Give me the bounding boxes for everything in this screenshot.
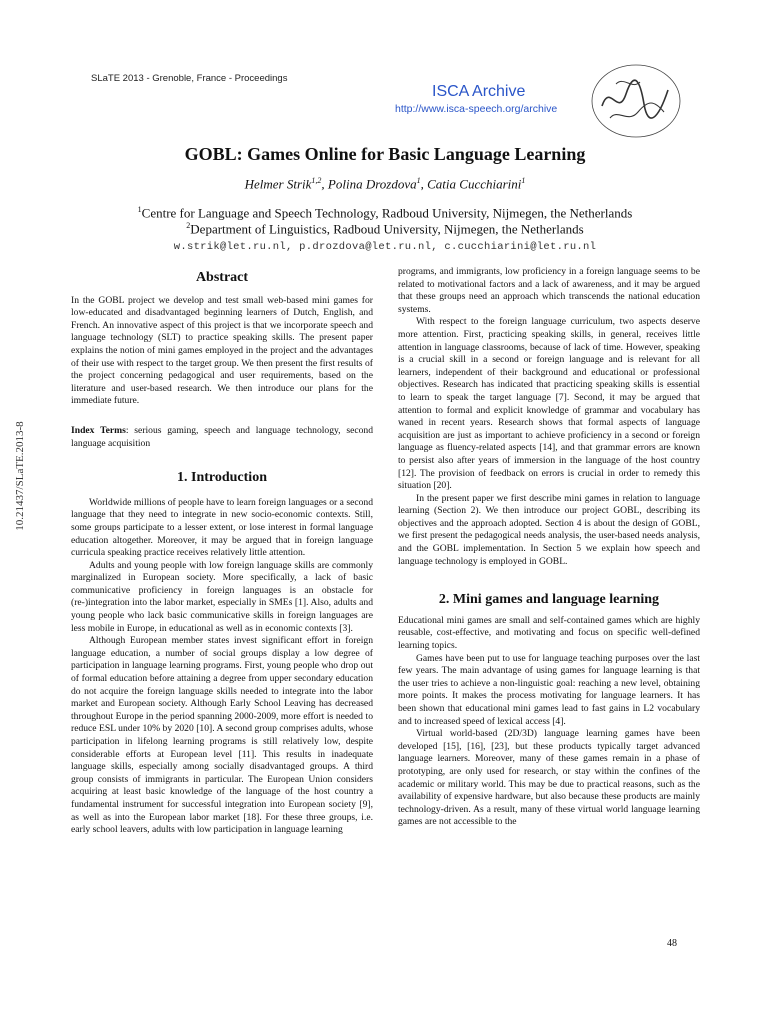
affiliation-1	[0, 205, 770, 221]
isca-logo-icon	[588, 60, 684, 142]
section-2-paragraph: Games have been put to use for language teaching purposes over the last few years. The main advantage of using games for language learning is that the user tries to achieve a non-linguistic goal: reaching a new level, obtaining more points. It makes the process motivating for language learners. It has been shown that educational mini games lead to fast gains in L2 vocabulary and to increased speed of lexical access [4].	[398, 652, 700, 727]
abstract-text: In the GOBL project we develop and test small web-based mini games for low-educated and disadvantaged beginning learners of Dutch, English, and French. An innovative aspect of this project is that we incorporate speech and language technology (SLT) to practice speaking skills. The present paper explains the notion of mini games employed in the project and the advantages of their use with respect to the target group. We then present the first results of the project concerning pedagogical and user requirements, based on the literature and user-based research. We then introduce our plans for the immediate future.	[71, 294, 373, 407]
section-2-heading: 2. Mini games and language learning	[438, 592, 660, 608]
intro-paragraph: With respect to the foreign language curriculum, two aspects deserve more attention. First, practicing speaking skills, in general, receives little attention in language classrooms, because of lack of time. However, speaking is a crucial skill in a second or foreign language and is relevant for all learners, independent of their background and educational or professional objectives. Research has indicated that practicing speaking skills is essential to learn to speak the target language [7]. Second, it may be argued that attention to formal and explicit knowledge of grammar and vocabulary has waned in recent years. Research shows that formal aspects of language acquisition are just as important to achieve proficiency in a second or foreign language as fluency-related aspects [14], and that grammar errors are known to persist also after years of immersion in the language of the host country [12]. The provision of feedback on errors is crucial in order to remedy this situation [20].	[398, 316, 700, 492]
author-emails[interactable]: w.strik@let.ru.nl, p.drozdova@let.ru.nl, c.cucchiarini@let.ru.nl	[173, 241, 597, 253]
intro-continued-paragraph: programs, and immigrants, low proficiency in a foreign language seems to be related to motivational factors and a lack of awareness, and it may be argued that these groups need an approach which transcends the national education systems.	[398, 266, 700, 315]
section-2-paragraph: Virtual world-based (2D/3D) language learning games have been developed [15], [16], [23], but these products typically target advanced language learners. Moreover, many of these games remain in a phase of prototyping, are only used for research, or stay within the confines of the academic or military world. This may be due to practical reasons, such as the availability of expensive hardware, but also because these products are mainly technology-driven. As a result, many of these virtual world language learning games are not accessible to the	[398, 728, 700, 828]
author-separator: ,	[420, 176, 428, 192]
right-column	[398, 266, 700, 829]
affiliation-text: Centre for Language and Speech Technology, Radboud University, Nijmegen, the Netherlands	[141, 205, 633, 221]
intro-paragraph: In the present paper we first describe mini games in relation to language learning (Section 2). We then introduce our project GOBL, describing its objectives and the approach adopted. Section 4 is about the design of GOBL, we first present the pedagogical needs analysis, the user-based needs analysis, and the GOBL implementation. In Section 5 we explain how speech and language technology is employed in GOBL.	[398, 492, 700, 567]
index-terms-label: Index Terms	[71, 424, 126, 436]
author-list	[0, 176, 770, 192]
author-affil-sup: 1	[416, 176, 421, 185]
paper-title: GOBL: Games Online for Basic Language Learning	[184, 144, 586, 164]
author-name: Catia Cucchiarini	[427, 176, 522, 192]
affiliation-text: Department of Linguistics, Radboud University, Nijmegen, the Netherlands	[190, 221, 584, 237]
section-1-paragraph: Adults and young people with low foreign language skills are commonly marginalized in European society. More specifically, a lack of basic communicative proficiency in foreign languages is an obstacle for (re-)integration into the labor market, especially in SMEs [1]. Also, adults and young people who lack basic communicative skills in foreign languages are less mobile in Europe, in educational as well as in economic contexts [3].	[71, 559, 373, 634]
abstract-heading: Abstract	[195, 270, 249, 285]
section-2-paragraph: Educational mini games are small and self-contained games which are highly reusable, cost-effective, and motivating and focus on specific well-defined learning topics.	[398, 614, 700, 652]
author-name: Helmer Strik	[244, 176, 312, 192]
affiliation-sup: 2	[186, 221, 191, 230]
section-1-paragraph: Although European member states invest significant effort in foreign language education, a number of social groups display a low degree of participation in language learning programs. First, young people who drop out of formal education before attaining a degree from upper secondary education do not acquire the foreign language skills needed to integrate into the labor market and European society. Although Early School Leaving has decreased throughout Europe in the period spanning 2000-2009, more effort is needed to reduce ESL under 10% by 2020 [10]. A second group comprises adults, whose participation in lifelong learning programs is still relatively low, despite considerable efforts at European level [11]. This results in inadequate language skills, especially among socially disadvantaged groups. A third group consists of immigrants in particular. The European Union considers acquiring at least basic knowledge of the language of the host country a fundamental instrument for successful integration into European society [9], as well as into the European labor market [18]. For these three groups, i.e. early school leavers, adults with low participation in language learning	[71, 635, 373, 836]
index-terms-text: : serious gaming, speech and language technology, second language acquisition	[71, 424, 373, 449]
isca-archive-title: ISCA Archive	[432, 83, 526, 100]
index-terms	[71, 425, 373, 450]
author-affil-sup: 1,2	[311, 176, 322, 185]
page-number: 48	[667, 938, 677, 949]
side-doi-label: 10.21437/SLaTE.2013-8	[14, 421, 26, 531]
section-1-heading: 1. Introduction	[177, 470, 267, 486]
isca-archive-url[interactable]: http://www.isca-speech.org/archive	[395, 103, 558, 115]
affiliation-2	[0, 221, 770, 237]
affiliation-sup: 1	[137, 205, 142, 214]
section-1-paragraph: Worldwide millions of people have to learn foreign languages or a second language that they need to integrate in new socio-economic contexts. Still, some groups participate to a lesser extent, or lose interest in formal language education altogether. Moreover, it may be argued that in foreign language curricula speaking practice receives relatively little attention.	[71, 496, 373, 559]
author-name: Polina Drozdova	[327, 176, 417, 192]
conference-header: SLaTE 2013 - Grenoble, France - Proceedings	[91, 73, 288, 84]
author-separator: ,	[321, 176, 328, 192]
left-column	[71, 272, 373, 837]
author-affil-sup: 1	[521, 176, 526, 185]
